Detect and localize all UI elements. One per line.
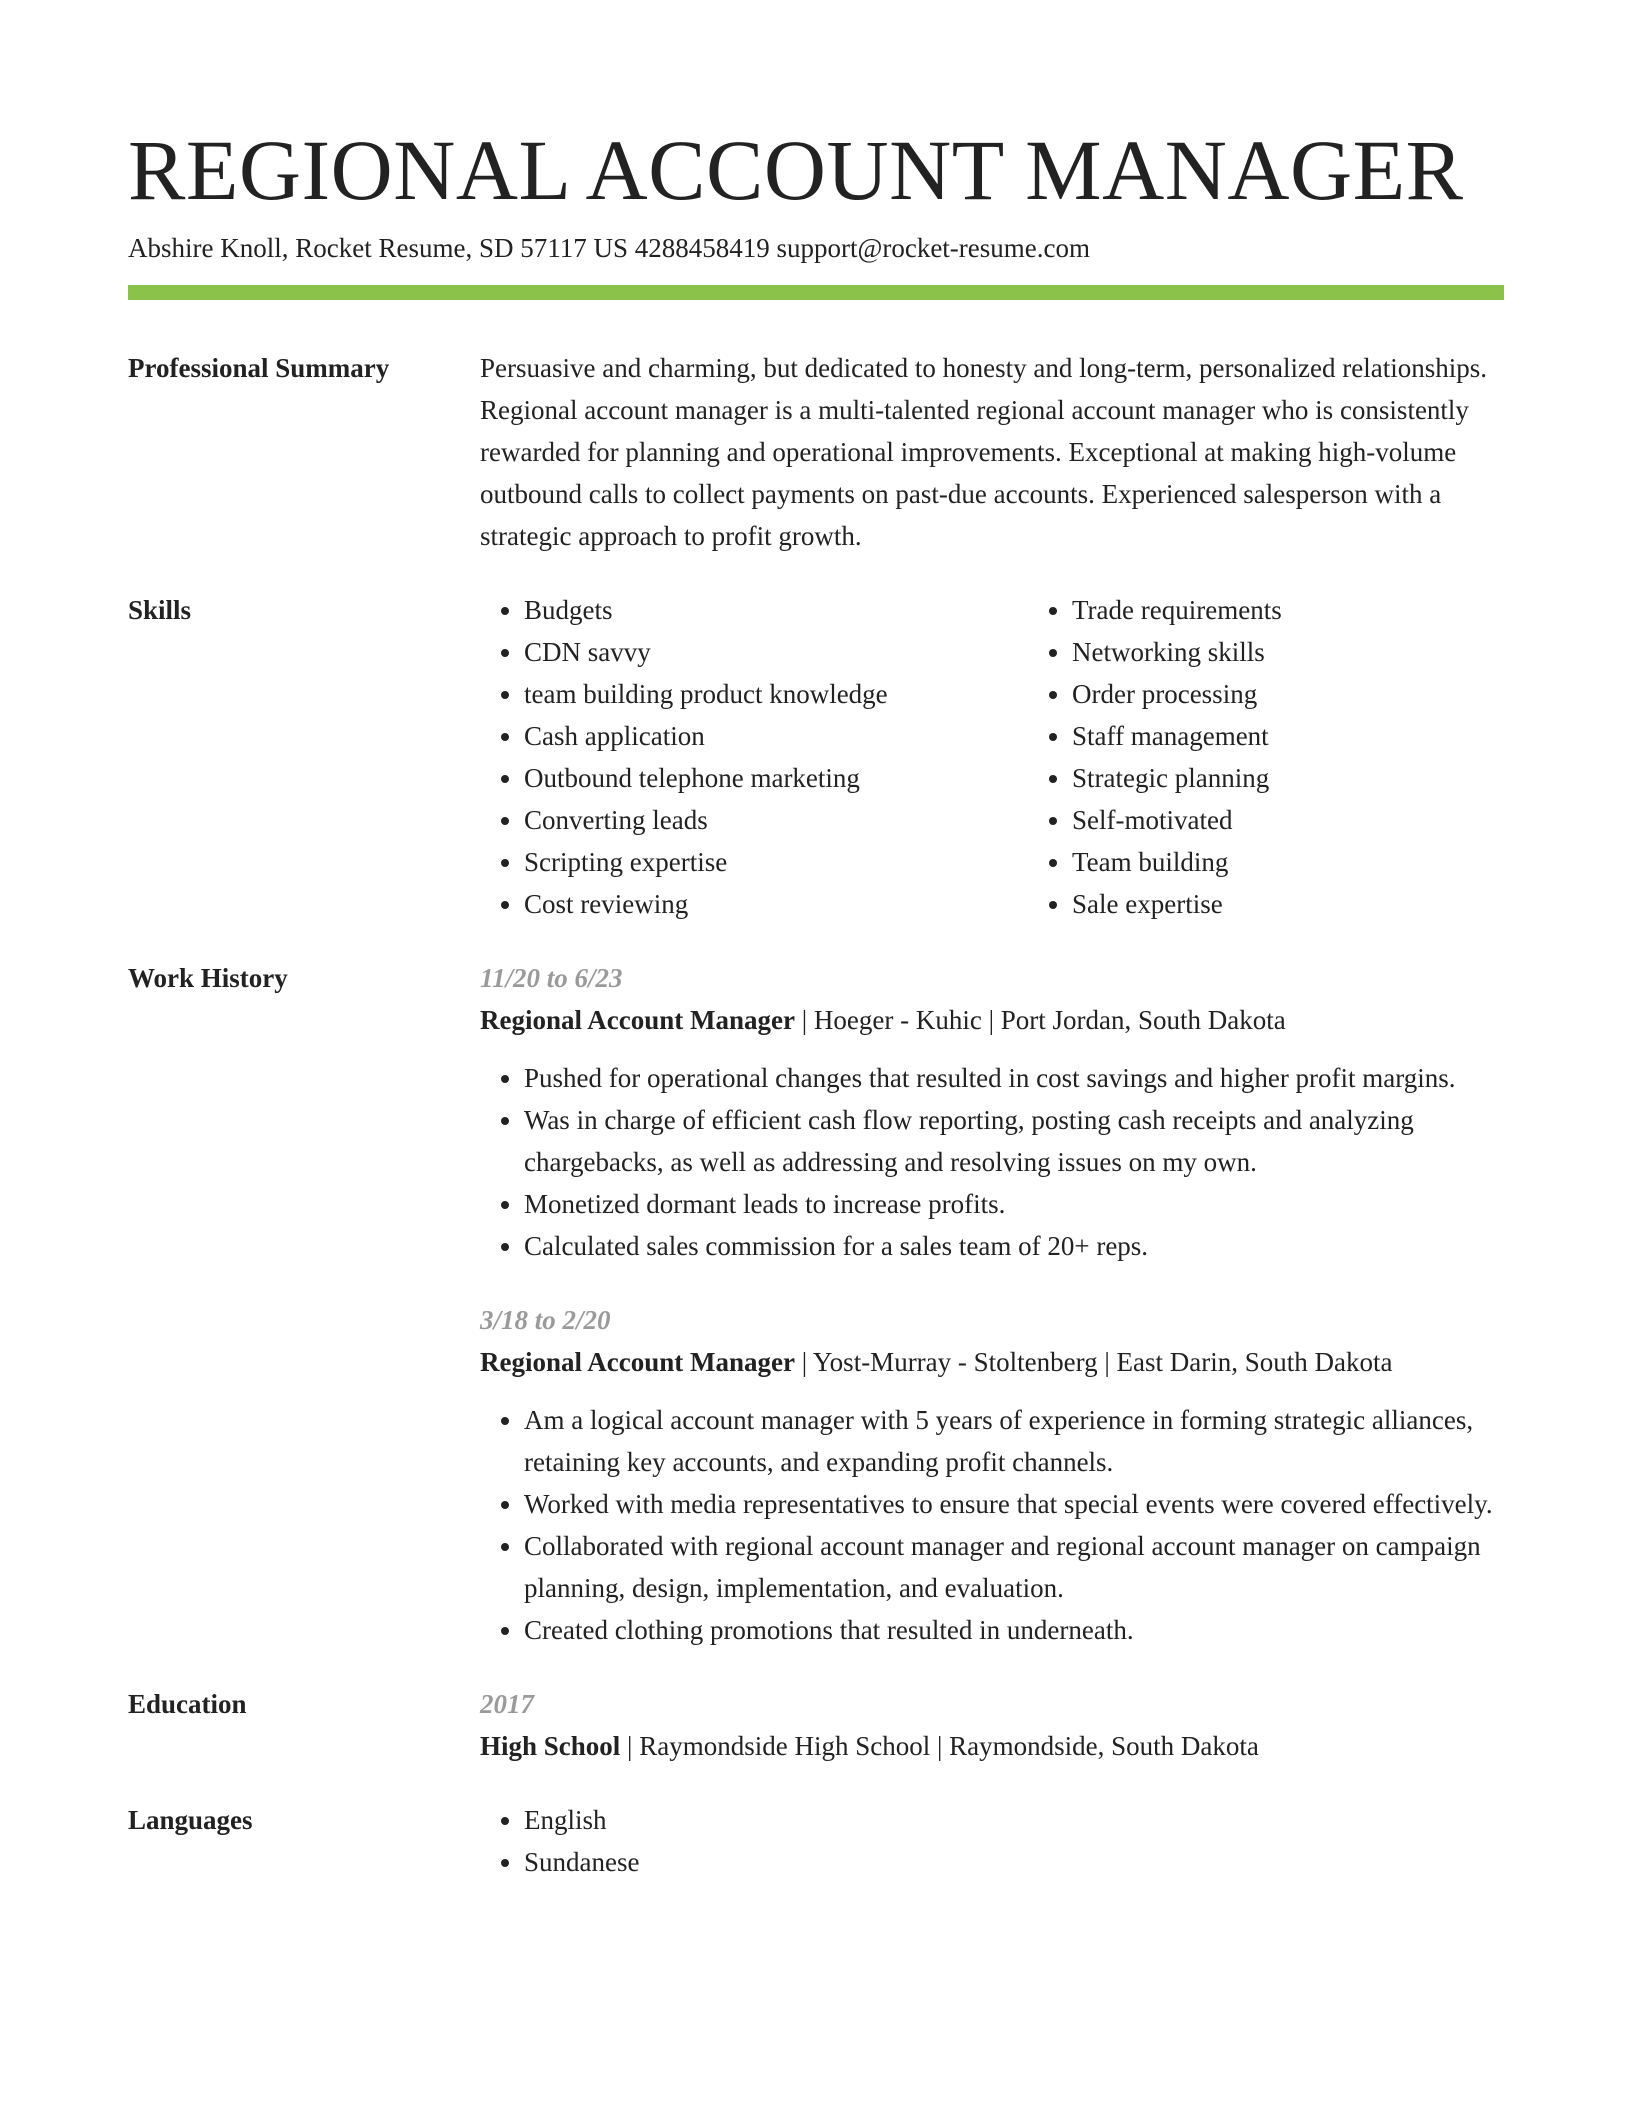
education-section bbox=[128, 1683, 1504, 1767]
job-bullet: • Am a logical account manager with 5 years of experience in forming strategic alliances, retaining key accounts, and expanding profit channels. bbox=[524, 1399, 1504, 1483]
skill-item: • Outbound telephone marketing bbox=[524, 757, 1028, 799]
page-title: REGIONAL ACCOUNT MANAGER bbox=[128, 122, 1464, 218]
job-role: Regional Account Manager bbox=[480, 1347, 795, 1377]
skills-section bbox=[128, 589, 1504, 925]
education-details: | Raymondside High School | Raymondside, South Dakota bbox=[620, 1731, 1259, 1761]
skills-grid bbox=[480, 589, 1576, 925]
skill-item: • Converting leads bbox=[524, 799, 1028, 841]
skills-heading: Skills bbox=[128, 595, 192, 625]
job-bullet: • Collaborated with regional account manager and regional account manager on campaign planning, design, implementation, and evaluation. bbox=[524, 1525, 1504, 1609]
resume-page bbox=[128, 118, 1504, 1883]
skill-item: • team building product knowledge bbox=[524, 673, 1028, 715]
language-item: • Sundanese bbox=[524, 1841, 1504, 1883]
job-title-line bbox=[480, 999, 1504, 1041]
job-bullets bbox=[480, 1057, 1504, 1267]
job-details: | Hoeger - Kuhic | Port Jordan, South Dakota bbox=[794, 1005, 1286, 1035]
summary-text: Persuasive and charming, but dedicated to honesty and long-term, personalized relationships. Regional account manager is a multi-talented regional account manager who is consistently rewarded for planning and operational improvements. Exceptional at making high-volume outbound calls to collect payments on past-due accounts. Experienced salesperson with a strategic approach to profit growth. bbox=[480, 353, 1487, 551]
skill-item: • Cash application bbox=[524, 715, 1028, 757]
job-dates: 3/18 to 2/20 bbox=[480, 1305, 611, 1335]
education-degree: High School bbox=[480, 1731, 621, 1761]
languages-section bbox=[128, 1799, 1504, 1883]
job-bullet: • Was in charge of efficient cash flow reporting, posting cash receipts and analyzing chargebacks, as well as addressing and resolving issues on my own. bbox=[524, 1099, 1504, 1183]
skill-item: • Order processing bbox=[1072, 673, 1576, 715]
skills-list-left bbox=[480, 589, 1028, 925]
skill-item: • Self-motivated bbox=[1072, 799, 1576, 841]
language-item: • English bbox=[524, 1799, 1504, 1841]
contact-line: Abshire Knoll, Rocket Resume, SD 57117 US 4288458419 support@rocket-resume.com bbox=[128, 233, 1090, 263]
education-heading: Education bbox=[128, 1689, 247, 1719]
work-history-section bbox=[128, 957, 1504, 1651]
job-bullet: • Worked with media representatives to ensure that special events were covered effectively. bbox=[524, 1483, 1504, 1525]
skill-item: • Cost reviewing bbox=[524, 883, 1028, 925]
job-bullet: • Pushed for operational changes that resulted in cost savings and higher profit margins. bbox=[524, 1057, 1504, 1099]
job-title-line bbox=[480, 1341, 1504, 1383]
job-entry bbox=[480, 1299, 1504, 1651]
job-entry bbox=[480, 957, 1504, 1267]
job-details: | Yost-Murray - Stoltenberg | East Darin, South Dakota bbox=[794, 1347, 1393, 1377]
skill-item: • Staff management bbox=[1072, 715, 1576, 757]
skill-item: • Team building bbox=[1072, 841, 1576, 883]
summary-section bbox=[128, 347, 1504, 557]
skill-item: • Strategic planning bbox=[1072, 757, 1576, 799]
summary-heading: Professional Summary bbox=[128, 353, 390, 383]
job-bullet: • Created clothing promotions that resulted in underneath. bbox=[524, 1609, 1504, 1651]
skill-item: • Networking skills bbox=[1072, 631, 1576, 673]
job-bullet: • Monetized dormant leads to increase profits. bbox=[524, 1183, 1504, 1225]
education-line bbox=[480, 1725, 1504, 1767]
accent-divider bbox=[128, 285, 1504, 300]
languages-list bbox=[480, 1799, 1504, 1883]
job-role: Regional Account Manager bbox=[480, 1005, 795, 1035]
languages-heading: Languages bbox=[128, 1805, 253, 1835]
education-year: 2017 bbox=[480, 1689, 534, 1719]
work-history-heading: Work History bbox=[128, 963, 288, 993]
job-bullets bbox=[480, 1399, 1504, 1651]
skill-item: • Trade requirements bbox=[1072, 589, 1576, 631]
skill-item: • Scripting expertise bbox=[524, 841, 1028, 883]
skill-item: • Sale expertise bbox=[1072, 883, 1576, 925]
skill-item: • CDN savvy bbox=[524, 631, 1028, 673]
job-bullet: • Calculated sales commission for a sales team of 20+ reps. bbox=[524, 1225, 1504, 1267]
skill-item: • Budgets bbox=[524, 589, 1028, 631]
skills-list-right bbox=[1028, 589, 1576, 925]
job-dates: 11/20 to 6/23 bbox=[480, 963, 623, 993]
